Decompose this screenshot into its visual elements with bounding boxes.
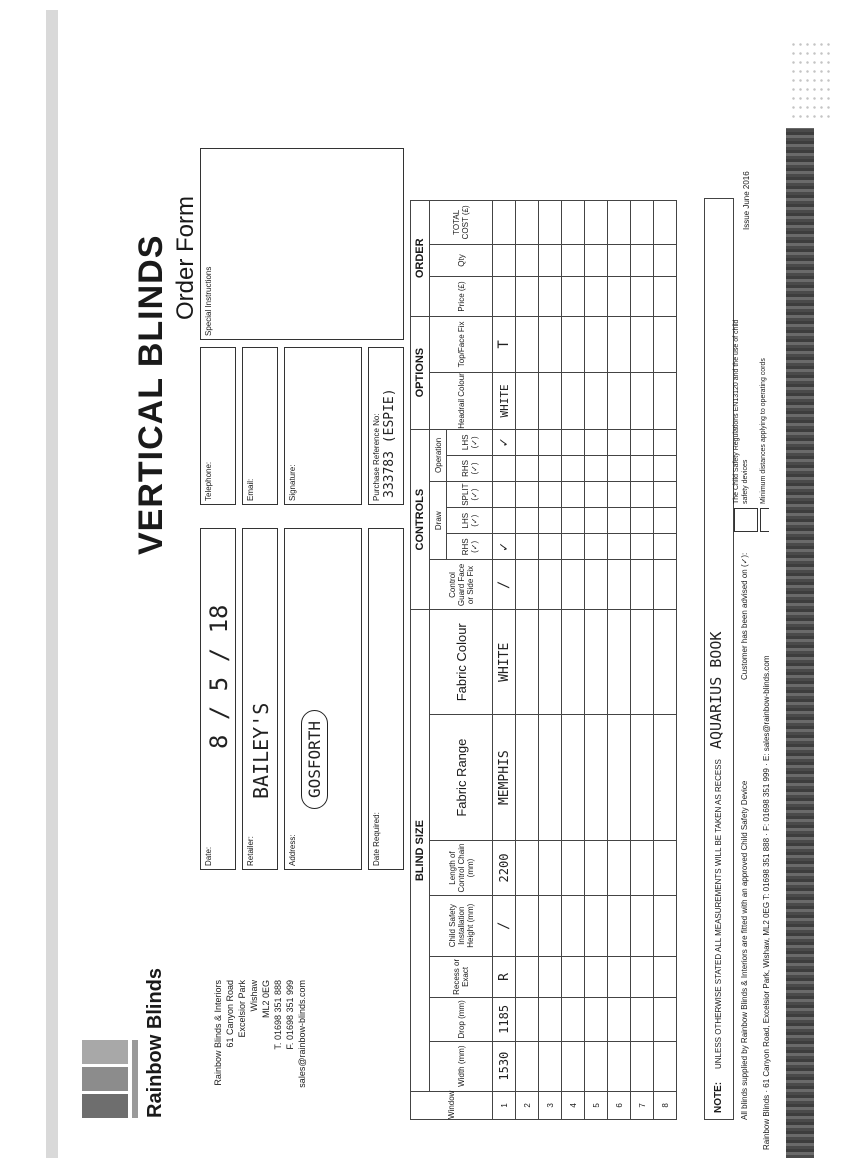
cell[interactable]: [608, 841, 631, 895]
row1-headrail[interactable]: WHITE: [493, 373, 516, 430]
cell[interactable]: [654, 201, 677, 245]
row1-draw-lhs[interactable]: [493, 508, 516, 534]
cell[interactable]: [585, 201, 608, 245]
cell[interactable]: [631, 998, 654, 1042]
check-child-safety-box[interactable]: [734, 508, 758, 532]
col-headrail: Headrail Colour: [430, 373, 493, 430]
col-topface: Top/Face Fix: [430, 316, 493, 373]
row1-total[interactable]: [493, 201, 516, 245]
note-label: NOTE:: [713, 1081, 724, 1113]
row1-fabric-colour[interactable]: WHITE: [493, 610, 516, 715]
group-order: ORDER: [411, 201, 430, 317]
row1-draw-rhs[interactable]: ✓: [493, 534, 516, 560]
cell[interactable]: [539, 841, 562, 895]
cell[interactable]: [608, 715, 631, 841]
group-controls: CONTROLS: [411, 429, 430, 610]
col-total: TOTAL COST (£): [430, 201, 493, 245]
col-op-lhs: LHS (✓): [447, 429, 493, 455]
cell[interactable]: [516, 841, 539, 895]
cell[interactable]: [585, 998, 608, 1042]
purchase-reference-field[interactable]: Purchase Reference No: 333783 (ESPIE): [368, 347, 404, 505]
row1-draw-split[interactable]: [493, 482, 516, 508]
cell[interactable]: [631, 277, 654, 316]
table-row: [562, 201, 585, 1120]
cell[interactable]: [539, 201, 562, 245]
cell[interactable]: [562, 455, 585, 481]
cell[interactable]: [585, 534, 608, 560]
row1-child-safety[interactable]: /: [493, 895, 516, 956]
cell[interactable]: [654, 373, 677, 430]
cell[interactable]: [516, 956, 539, 997]
cell[interactable]: [654, 455, 677, 481]
cell[interactable]: [608, 455, 631, 481]
row1-op-rhs[interactable]: [493, 455, 516, 481]
col-draw: Draw: [430, 482, 447, 560]
row1-width[interactable]: 1530: [493, 1041, 516, 1091]
cell[interactable]: [631, 508, 654, 534]
col-recess: Recess or Exact: [430, 956, 493, 997]
cell[interactable]: [585, 1041, 608, 1091]
cell[interactable]: [562, 373, 585, 430]
cell[interactable]: [654, 508, 677, 534]
cell[interactable]: [539, 715, 562, 841]
cell[interactable]: [654, 534, 677, 560]
cell[interactable]: [631, 534, 654, 560]
cell[interactable]: [631, 1041, 654, 1091]
cell[interactable]: [654, 715, 677, 841]
cell[interactable]: [562, 956, 585, 997]
group-options: OPTIONS: [411, 316, 430, 429]
col-chain: Length of Control Chain (mm): [430, 841, 493, 895]
cell[interactable]: [562, 429, 585, 455]
cell[interactable]: [516, 244, 539, 277]
cell[interactable]: [608, 1041, 631, 1091]
row-number: 5: [585, 1091, 608, 1119]
cell[interactable]: [654, 956, 677, 997]
group-blind-size: BLIND SIZE: [411, 610, 430, 1091]
cell[interactable]: [654, 429, 677, 455]
cell[interactable]: [585, 841, 608, 895]
cell[interactable]: [516, 560, 539, 610]
cell[interactable]: [654, 560, 677, 610]
cell[interactable]: [539, 373, 562, 430]
cell[interactable]: [608, 244, 631, 277]
issue-date: Issue June 2016: [742, 171, 751, 230]
cell[interactable]: [654, 998, 677, 1042]
advised-label: Customer has been advised on (✓):: [740, 552, 749, 680]
cell[interactable]: [539, 277, 562, 316]
check-min-distance-label: Minimum distances applying to operating cords: [760, 358, 767, 504]
cell[interactable]: [562, 201, 585, 245]
cell[interactable]: [585, 508, 608, 534]
cell[interactable]: [585, 277, 608, 316]
date-required-field[interactable]: Date Required:: [368, 528, 404, 870]
col-control-guard: Control Guard Face or Side Fix: [430, 560, 493, 610]
table-row: [493, 201, 516, 1120]
row1-recess[interactable]: R: [493, 956, 516, 997]
note-text: UNLESS OTHERWISE STATED ALL MEASUREMENTS WILL BE TAKEN AS RECESS: [714, 759, 723, 1069]
table-row: [631, 201, 654, 1120]
table-row: [516, 201, 539, 1120]
company-name: Rainbow Blinds: [144, 968, 166, 1118]
cell[interactable]: [585, 316, 608, 373]
cell[interactable]: [562, 841, 585, 895]
special-instructions-field[interactable]: Special Instructions: [200, 148, 404, 340]
cell[interactable]: [654, 277, 677, 316]
col-draw-rhs: RHS (✓): [447, 534, 493, 560]
col-draw-split: SPLIT (✓): [447, 482, 493, 508]
col-fabric-range: Fabric Range: [430, 715, 493, 841]
row1-op-lhs[interactable]: ✓: [493, 429, 516, 455]
cell[interactable]: [608, 316, 631, 373]
cell[interactable]: [608, 610, 631, 715]
row-number: 7: [631, 1091, 654, 1119]
row1-chain[interactable]: 2200: [493, 841, 516, 895]
cell[interactable]: [516, 482, 539, 508]
cell[interactable]: [516, 534, 539, 560]
order-table: [410, 200, 677, 1120]
cell[interactable]: [562, 244, 585, 277]
cell[interactable]: [654, 610, 677, 715]
col-op-rhs: RHS (✓): [447, 455, 493, 481]
row-number: 3: [539, 1091, 562, 1119]
cell[interactable]: [631, 482, 654, 508]
cell[interactable]: [562, 610, 585, 715]
form-title: VERTICAL BLINDS: [132, 234, 170, 555]
logo-graphic: [82, 1040, 128, 1118]
cell[interactable]: [654, 1041, 677, 1091]
cell[interactable]: [539, 508, 562, 534]
cell[interactable]: [562, 998, 585, 1042]
col-price: Price (£): [430, 277, 493, 316]
telephone-field[interactable]: Telephone:: [200, 347, 236, 505]
row-number: 2: [516, 1091, 539, 1119]
cell[interactable]: [631, 560, 654, 610]
cell[interactable]: [562, 534, 585, 560]
footer-contact: Rainbow Blinds · 61 Canyon Road, Excelsior Park, Wishaw, ML2 0EG T: 01698 351 888 · F: 01698 351 999 · E: sales@rainbow-blinds.com: [762, 655, 771, 1150]
col-qty: Qty: [430, 244, 493, 277]
cell[interactable]: [585, 895, 608, 956]
cell[interactable]: [654, 244, 677, 277]
email-field[interactable]: Email:: [242, 347, 278, 505]
note-handwritten: AQUARIUS BOOK: [707, 631, 725, 749]
cell[interactable]: [585, 429, 608, 455]
cell[interactable]: [562, 895, 585, 956]
logo-graphic-stripe: [132, 1040, 138, 1118]
col-drop: Drop (mm): [430, 998, 493, 1042]
cell[interactable]: [631, 455, 654, 481]
cell[interactable]: [585, 560, 608, 610]
row1-qty[interactable]: [493, 244, 516, 277]
cell[interactable]: [539, 895, 562, 956]
cell[interactable]: [631, 201, 654, 245]
cell[interactable]: [608, 429, 631, 455]
cell[interactable]: [654, 482, 677, 508]
cell[interactable]: [654, 316, 677, 373]
row-number: 4: [562, 1091, 585, 1119]
cell[interactable]: [562, 277, 585, 316]
cell[interactable]: [631, 841, 654, 895]
row1-fabric-range[interactable]: MEMPHIS: [493, 715, 516, 841]
cell[interactable]: [562, 508, 585, 534]
cell[interactable]: [608, 277, 631, 316]
cell[interactable]: [516, 373, 539, 430]
scan-noise: [790, 40, 830, 120]
cell[interactable]: [585, 610, 608, 715]
cell[interactable]: [631, 610, 654, 715]
col-width: Width (mm): [430, 1041, 493, 1091]
cell[interactable]: [585, 715, 608, 841]
cell[interactable]: [562, 715, 585, 841]
cell[interactable]: [585, 482, 608, 508]
row1-price[interactable]: [493, 277, 516, 316]
cell[interactable]: [516, 895, 539, 956]
scan-edge-right: [786, 128, 814, 1158]
cell[interactable]: [585, 956, 608, 997]
cell[interactable]: [631, 956, 654, 997]
col-child-safety: Child Safety Installation Height (mm): [430, 895, 493, 956]
cell[interactable]: [539, 455, 562, 481]
cell[interactable]: [654, 841, 677, 895]
cell[interactable]: [539, 429, 562, 455]
cell[interactable]: [608, 508, 631, 534]
company-address: Rainbow Blinds & Interiors 61 Canyon Road Excelsior Park Wishaw ML2 0EG T. 01698 351 888 F. 01698 351 999 sales@rainbow-blinds.com: [213, 980, 307, 1088]
table-row: [539, 201, 562, 1120]
row-number: 8: [654, 1091, 677, 1119]
table-row: [608, 201, 631, 1120]
form-subtitle: Order Form: [172, 195, 199, 320]
cell[interactable]: [516, 316, 539, 373]
cell[interactable]: [562, 316, 585, 373]
check-child-safety-label: The Child Safety Regulations EN13120 and the use of child safety devices: [733, 319, 749, 504]
cell[interactable]: [539, 998, 562, 1042]
cell[interactable]: [539, 244, 562, 277]
note-bar: [704, 198, 734, 1120]
cell[interactable]: [631, 244, 654, 277]
col-window: Window: [411, 1091, 493, 1119]
date-field[interactable]: Date: 8 / 5 / 18: [200, 528, 236, 870]
scan-edge-left: [46, 10, 58, 1158]
cell[interactable]: [516, 508, 539, 534]
cell[interactable]: [654, 895, 677, 956]
cell[interactable]: [562, 1041, 585, 1091]
supplied-notice: All blinds supplied by Rainbow Blinds & Interiors are fitted with an approved Child Safety Device: [740, 780, 749, 1120]
col-fabric-colour: Fabric Colour: [430, 610, 493, 715]
cell[interactable]: [516, 610, 539, 715]
cell[interactable]: [516, 201, 539, 245]
cell[interactable]: [539, 1041, 562, 1091]
cell[interactable]: [608, 956, 631, 997]
cell[interactable]: [539, 482, 562, 508]
cell[interactable]: [631, 429, 654, 455]
cell[interactable]: [516, 455, 539, 481]
cell[interactable]: [631, 715, 654, 841]
row1-topface[interactable]: T: [493, 316, 516, 373]
cell[interactable]: [539, 610, 562, 715]
cell[interactable]: [608, 373, 631, 430]
table-row: [585, 201, 608, 1120]
cell[interactable]: [608, 560, 631, 610]
col-draw-lhs: LHS (✓): [447, 508, 493, 534]
cell[interactable]: [539, 956, 562, 997]
cell[interactable]: [608, 201, 631, 245]
cell[interactable]: [585, 373, 608, 430]
cell[interactable]: [608, 895, 631, 956]
signature-field[interactable]: Signature:: [284, 347, 362, 505]
row1-control-guard[interactable]: /: [493, 560, 516, 610]
cell[interactable]: [516, 429, 539, 455]
cell[interactable]: [608, 998, 631, 1042]
table-row: [654, 201, 677, 1120]
cell[interactable]: [539, 560, 562, 610]
cell[interactable]: [539, 316, 562, 373]
cell[interactable]: [608, 482, 631, 508]
cell[interactable]: [539, 534, 562, 560]
cell[interactable]: [516, 1041, 539, 1091]
address-field[interactable]: Address: GOSFORTH: [284, 528, 362, 870]
cell[interactable]: [585, 455, 608, 481]
cell[interactable]: [516, 277, 539, 316]
cell[interactable]: [516, 998, 539, 1042]
cell[interactable]: [516, 715, 539, 841]
cell[interactable]: [631, 373, 654, 430]
cell[interactable]: [631, 316, 654, 373]
row-number: 1: [493, 1091, 516, 1119]
row1-drop[interactable]: 1185: [493, 998, 516, 1042]
cell[interactable]: [608, 534, 631, 560]
cell[interactable]: [562, 560, 585, 610]
col-operation: Operation: [430, 429, 447, 481]
row-number: 6: [608, 1091, 631, 1119]
retailer-field[interactable]: Retailer: BAILEY'S: [242, 528, 278, 870]
cell[interactable]: [631, 895, 654, 956]
cell[interactable]: [562, 482, 585, 508]
order-form-page: [62, 140, 772, 1160]
cell[interactable]: [585, 244, 608, 277]
